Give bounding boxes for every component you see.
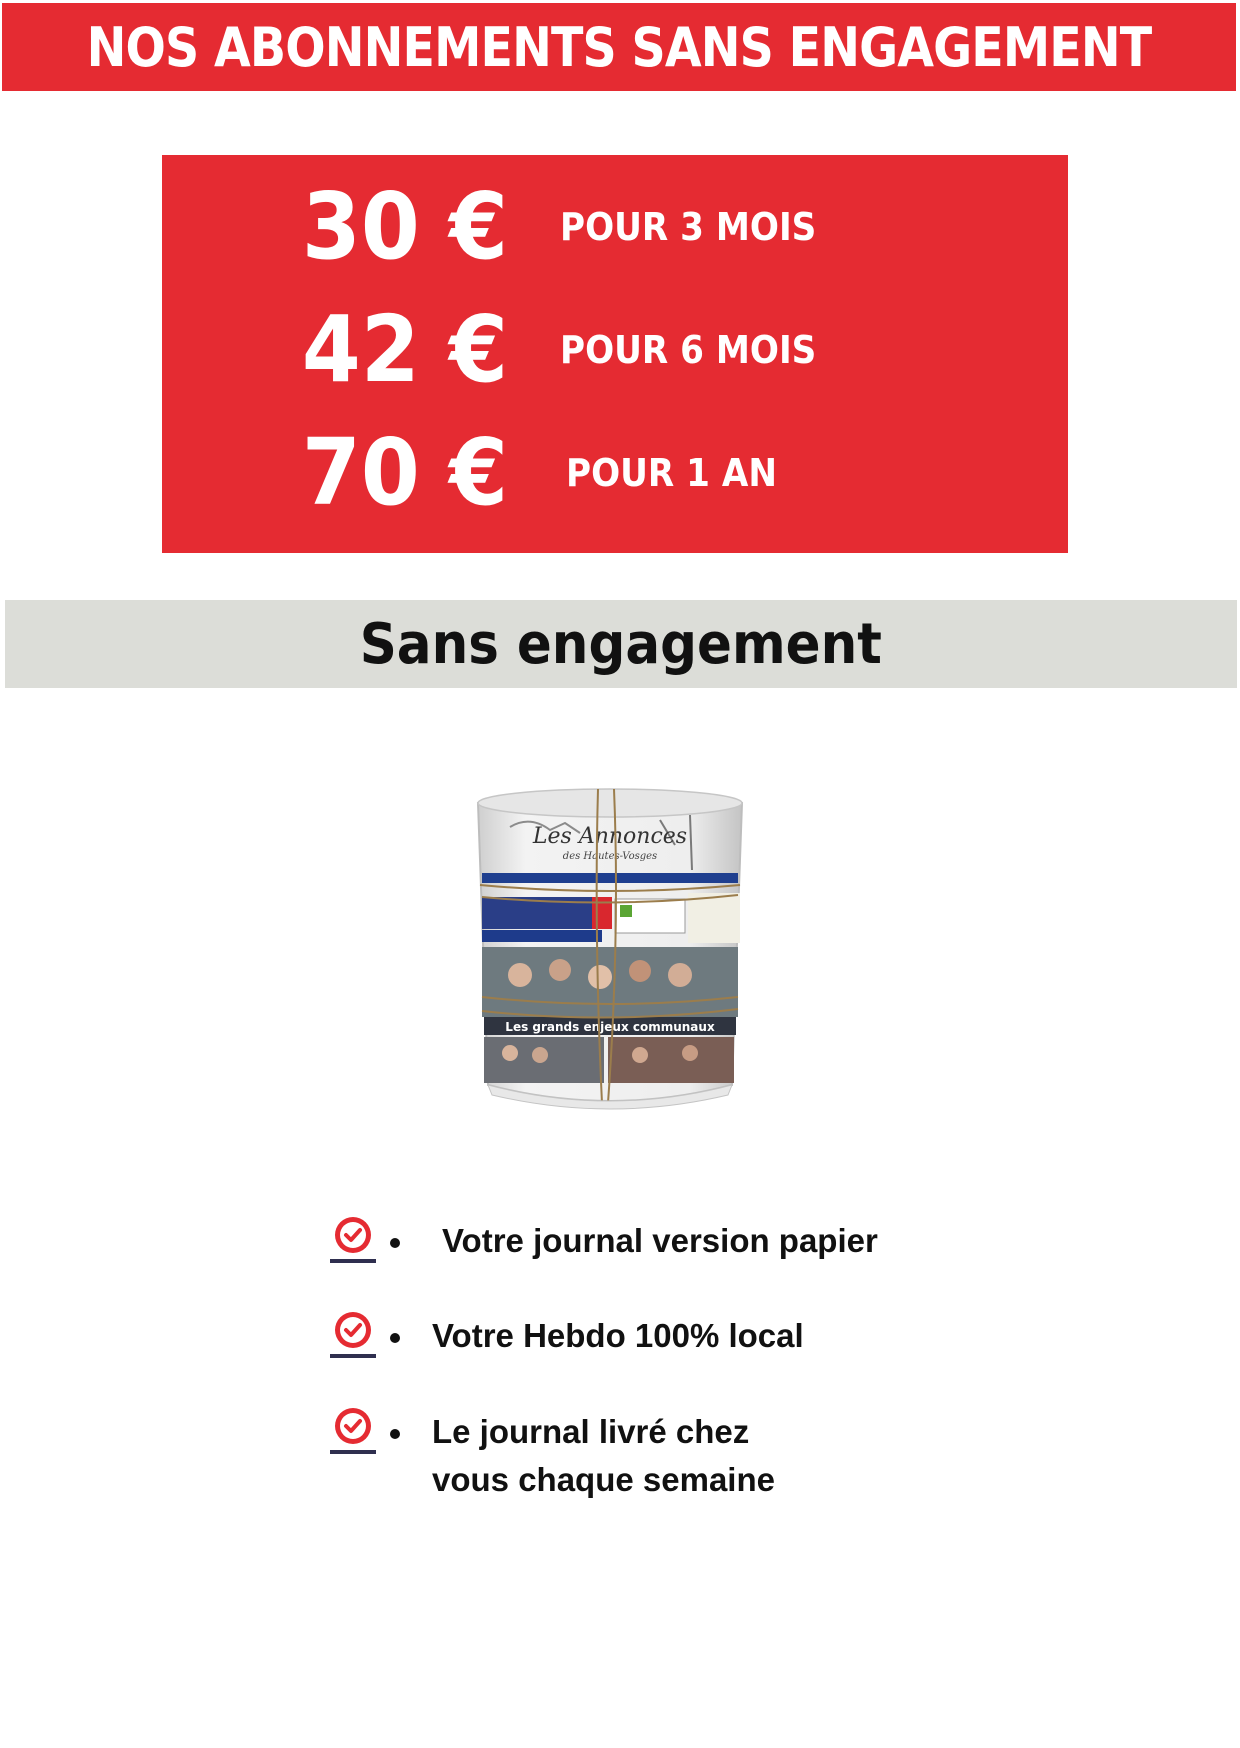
bullet-dot (390, 1333, 400, 1343)
benefit-item (0, 1213, 1240, 1313)
subtitle-bar (5, 600, 1237, 688)
price-amount: 70 € (301, 419, 508, 526)
price-row-6-months (162, 290, 1068, 410)
benefit-text: Votre journal version papier (442, 1222, 878, 1259)
price-period: POUR 6 MOIS (560, 328, 817, 372)
price-box (162, 155, 1068, 553)
price-period: POUR 3 MOIS (560, 205, 817, 249)
benefit-text: Le journal livré chez vous chaque semaine (432, 1413, 775, 1498)
benefit-text: Votre Hebdo 100% local (432, 1317, 804, 1354)
benefit-item (0, 1404, 1240, 1504)
check-circle-icon (328, 1404, 378, 1456)
bullet-dot (390, 1429, 400, 1439)
section-subtitle: Sans engagement (359, 611, 883, 677)
price-amount: 42 € (301, 296, 508, 403)
price-row-1-year (162, 413, 1068, 533)
check-circle-icon (328, 1308, 378, 1360)
price-period: POUR 1 AN (566, 451, 777, 495)
price-amount: 30 € (301, 173, 508, 280)
check-circle-icon (328, 1213, 378, 1265)
bullet-dot (390, 1238, 400, 1248)
newspaper-subtitle: des Hautes-Vosges (562, 851, 658, 862)
newspaper-roll-image (470, 785, 750, 1120)
top-banner (2, 3, 1236, 91)
newspaper-headline: Les grands enjeux communaux (505, 1020, 715, 1034)
benefit-item (0, 1308, 1240, 1408)
page-title: NOS ABONNEMENTS SANS ENGAGEMENT (86, 15, 1152, 79)
newspaper-masthead: Les Annonces (532, 824, 688, 849)
price-row-3-months (162, 167, 1068, 287)
